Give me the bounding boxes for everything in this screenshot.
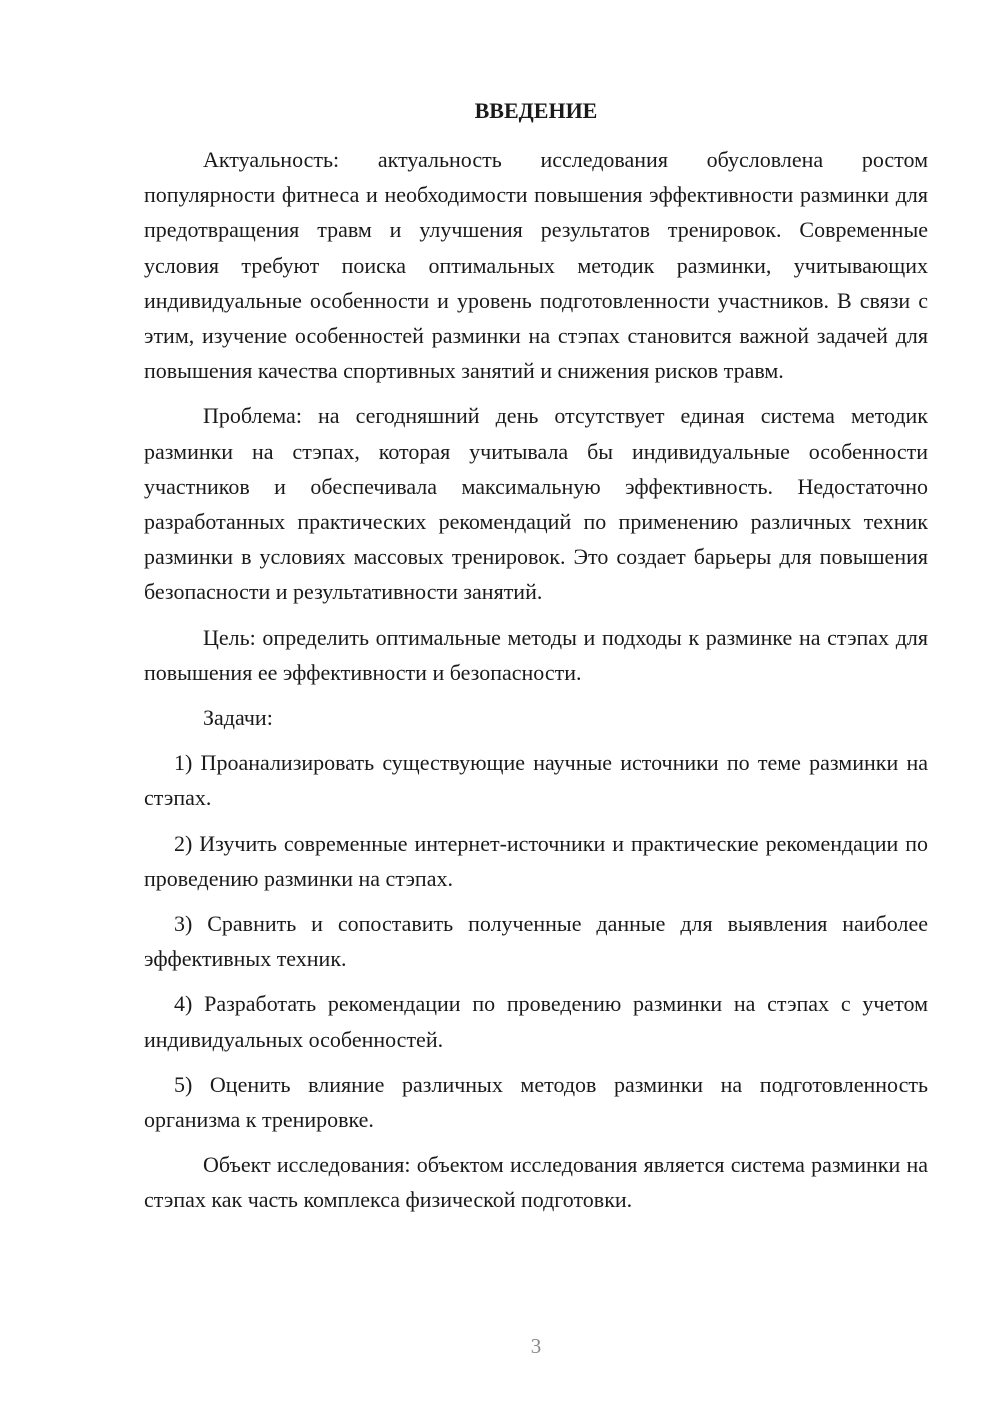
body-text bbox=[144, 142, 928, 1218]
task-item-2: 2) Изучить современные интернет-источники и практические рекомендации по проведению разминки на стэпах. bbox=[144, 830, 928, 891]
section-heading: ВВЕДЕНИЕ bbox=[474, 98, 598, 123]
tasks-label: Задачи: bbox=[203, 705, 273, 731]
task-item-4: 4) Разработать рекомендации по проведению разминки на стэпах с учетом индивидуальных особенностей. bbox=[144, 991, 928, 1052]
task-item-1: 1) Проанализировать существующие научные источники по теме разминки на стэпах. bbox=[144, 750, 928, 811]
paragraph-relevance: Актуальность: актуальность исследования обусловлена ростом популярности фитнеса и необходимости повышения эффективности разминки для предотвращения травм и улучшения результатов тренировок. Современные условия требуют поиска оптимальных методик разминки, учитывающих индивидуальные особенности и уровень подготовленности участников. В связи с этим, изучение особенностей разминки на стэпах становится важной задачей для повышения качества спортивных занятий и снижения рисков травм. bbox=[144, 147, 928, 384]
page-number: 3 bbox=[530, 1334, 542, 1358]
paragraph-problem: Проблема: на сегодняшний день отсутствует единая система методик разминки на стэпах, которая учитывала бы индивидуальные особенности участников и обеспечивала максимальную эффективность. Недостаточно разработанных практических рекомендаций по применению различных техник разминки в условиях массовых тренировок. Это создает барьеры для повышения безопасности и результативности занятий. bbox=[144, 403, 928, 605]
paragraph-object: Объект исследования: объектом исследования является система разминки на стэпах как часть комплекса физической подготовки. bbox=[144, 1152, 928, 1213]
task-item-5: 5) Оценить влияние различных методов разминки на подготовленность организма к тренировке. bbox=[144, 1071, 928, 1133]
task-item-3: 3) Сравнить и сопоставить полученные данные для выявления наиболее эффективных техник. bbox=[144, 911, 928, 972]
paragraph-goal: Цель: определить оптимальные методы и подходы к разминке на стэпах для повышения ее эффективности и безопасности. bbox=[144, 624, 928, 685]
